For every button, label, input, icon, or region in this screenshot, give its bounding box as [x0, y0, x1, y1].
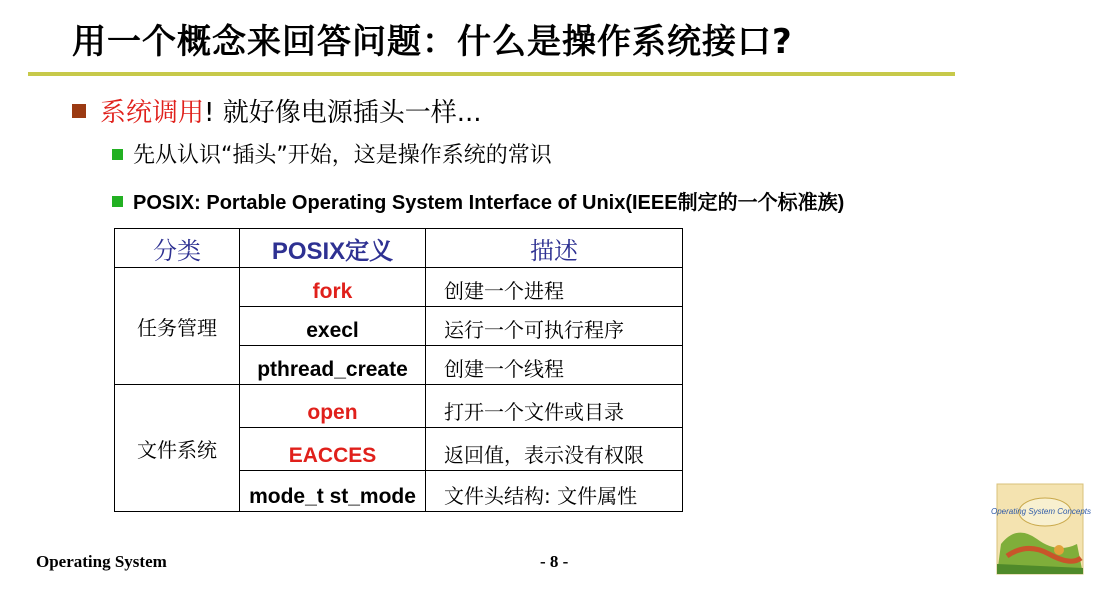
bullet-text: POSIX: Portable Operating System Interface of Unix(IEEE制定的一个标准族) [133, 192, 845, 214]
description-cell: 创建一个进程 [426, 268, 683, 307]
bullet-level1 [72, 92, 482, 129]
bullet-highlight: 系统调用 [100, 98, 205, 128]
description-cell: 运行一个可执行程序 [426, 307, 683, 346]
description-cell: 返回值，表示没有权限 [426, 428, 683, 471]
square-bullet-icon [72, 104, 86, 118]
function-cell: pthread_create [240, 346, 426, 385]
square-bullet-icon [112, 196, 123, 207]
book-cover-logo [990, 484, 1092, 574]
function-cell: open [240, 385, 426, 428]
page-number: - 8 - [540, 552, 569, 571]
table-row [115, 268, 683, 307]
description-cell: 打开一个文件或目录 [426, 385, 683, 428]
description-cell: 文件头结构: 文件属性 [426, 471, 683, 512]
description-cell: 创建一个线程 [426, 346, 683, 385]
slide-title: 用一个概念来回答问题：什么是操作系统接口? [72, 22, 793, 62]
function-cell: fork [240, 268, 426, 307]
category-cell: 文件系统 [115, 385, 240, 512]
bullet-text: ! 就好像电源插头一样... [204, 98, 482, 128]
category-cell: 任务管理 [115, 268, 240, 385]
bullet-level2-plug [112, 138, 552, 169]
table-header-row [115, 229, 683, 268]
table-row [115, 385, 683, 428]
header-posix: POSIX定义 [240, 229, 426, 268]
posix-table [114, 228, 683, 512]
bullet-text: 先从认识“插头”开始，这是操作系统的常识 [133, 143, 552, 168]
title-underline [28, 72, 955, 76]
function-cell: EACCES [240, 428, 426, 471]
bullet-level2-posix [112, 186, 844, 215]
footer-course-name: Operating System [36, 552, 167, 571]
function-cell: execl [240, 307, 426, 346]
function-cell: mode_t st_mode [240, 471, 426, 512]
square-bullet-icon [112, 149, 123, 160]
header-category: 分类 [115, 229, 240, 268]
cover-title: Operating System Concepts [990, 507, 1092, 516]
header-desc: 描述 [426, 229, 683, 268]
